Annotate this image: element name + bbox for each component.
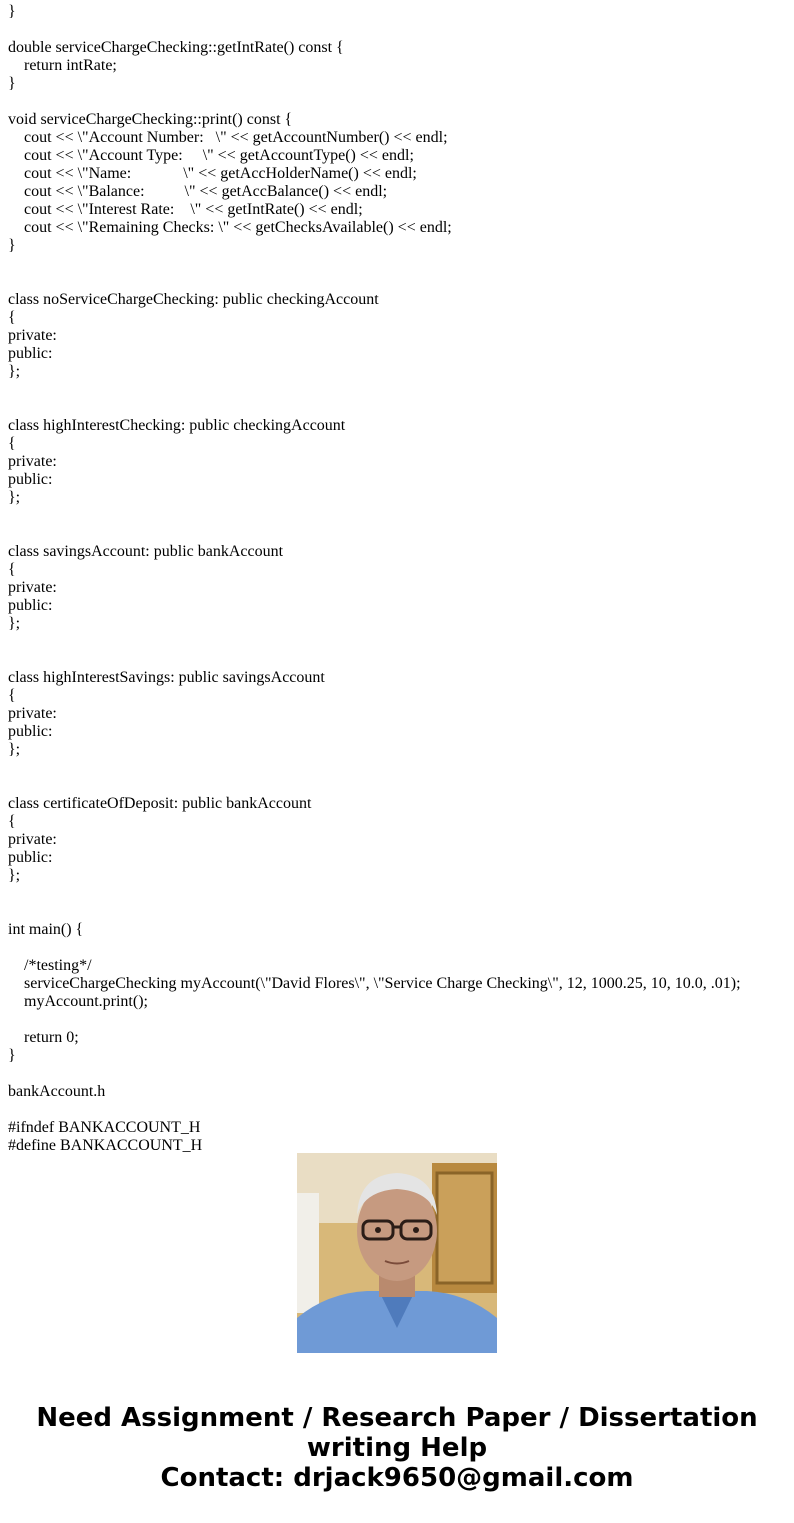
code-line [8,507,788,525]
code-line: #define BANKACCOUNT_H [8,1137,203,1154]
code-line: private: [8,579,57,596]
code-line: public: [8,471,53,488]
code-line: { [8,561,16,578]
code-line [8,93,788,111]
code-line [8,885,788,903]
code-line: cout << \"Interest Rate: \" << getIntRate() << endl; [8,201,363,218]
code-line [8,273,788,291]
banner-line-3: Contact: drjack9650@gmail.com [160,1463,634,1493]
code-line: class highInterestChecking: public checkingAccount [8,417,346,434]
code-line: return 0; [8,1029,79,1046]
code-line: bankAccount.h [8,1083,106,1100]
code-line [8,1065,788,1083]
code-line [8,939,788,957]
code-line: int main() { [8,921,84,938]
code-line: private: [8,327,57,344]
code-line: /*testing*/ [8,957,92,974]
code-line [8,381,788,399]
code-line: } [8,75,16,92]
code-line: public: [8,597,53,614]
code-line: public: [8,723,53,740]
code-line [8,525,788,543]
code-line: serviceChargeChecking myAccount(\"David Flores\", \"Service Charge Checking\", 12, 1000.25, 10, 10.0, .01); [8,975,741,992]
code-line [8,21,788,39]
code-line: }; [8,615,21,632]
code-line: public: [8,345,53,362]
author-avatar [297,1153,497,1353]
code-line [8,1011,788,1029]
code-line: class savingsAccount: public bankAccount [8,543,284,560]
banner-line-2: writing Help [306,1433,488,1463]
code-line [8,633,788,651]
code-line: private: [8,453,57,470]
code-line: cout << \"Balance: \" << getAccBalance() << endl; [8,183,388,200]
code-line: class noServiceChargeChecking: public checkingAccount [8,291,379,308]
code-line [8,759,788,777]
code-line: }; [8,741,21,758]
code-line: class certificateOfDeposit: public bankAccount [8,795,312,812]
code-line: } [8,3,16,20]
code-line: { [8,687,16,704]
code-line: private: [8,831,57,848]
code-line: { [8,435,16,452]
code-line: return intRate; [8,57,117,74]
author-photo [297,1153,497,1353]
code-line: myAccount.print(); [8,993,148,1010]
code-line: double serviceChargeChecking::getIntRate() const { [8,39,344,56]
code-line: }; [8,489,21,506]
code-line: } [8,237,16,254]
code-line: cout << \"Account Number: \" << getAccountNumber() << endl; [8,129,448,146]
code-line: cout << \"Account Type: \" << getAccountType() << endl; [8,147,414,164]
code-line: { [8,813,16,830]
code-line: }; [8,867,21,884]
code-line: cout << \"Name: \" << getAccHolderName() << endl; [8,165,417,182]
code-line: cout << \"Remaining Checks: \" << getChecksAvailable() << endl; [8,219,452,236]
code-line [8,903,788,921]
code-line: #ifndef BANKACCOUNT_H [8,1119,201,1136]
code-listing [8,3,788,1154]
code-line: public: [8,849,53,866]
code-line [8,255,788,273]
code-line [8,1101,788,1119]
code-line: { [8,309,16,326]
code-line [8,777,788,795]
code-line: private: [8,705,57,722]
code-line [8,399,788,417]
code-line: void serviceChargeChecking::print() const { [8,111,293,128]
code-line [8,651,788,669]
code-line: class highInterestSavings: public savingsAccount [8,669,325,686]
code-line: } [8,1047,16,1064]
contact-banner [0,1403,794,1493]
code-line: }; [8,363,21,380]
banner-line-1: Need Assignment / Research Paper / Dissertation [36,1403,758,1433]
